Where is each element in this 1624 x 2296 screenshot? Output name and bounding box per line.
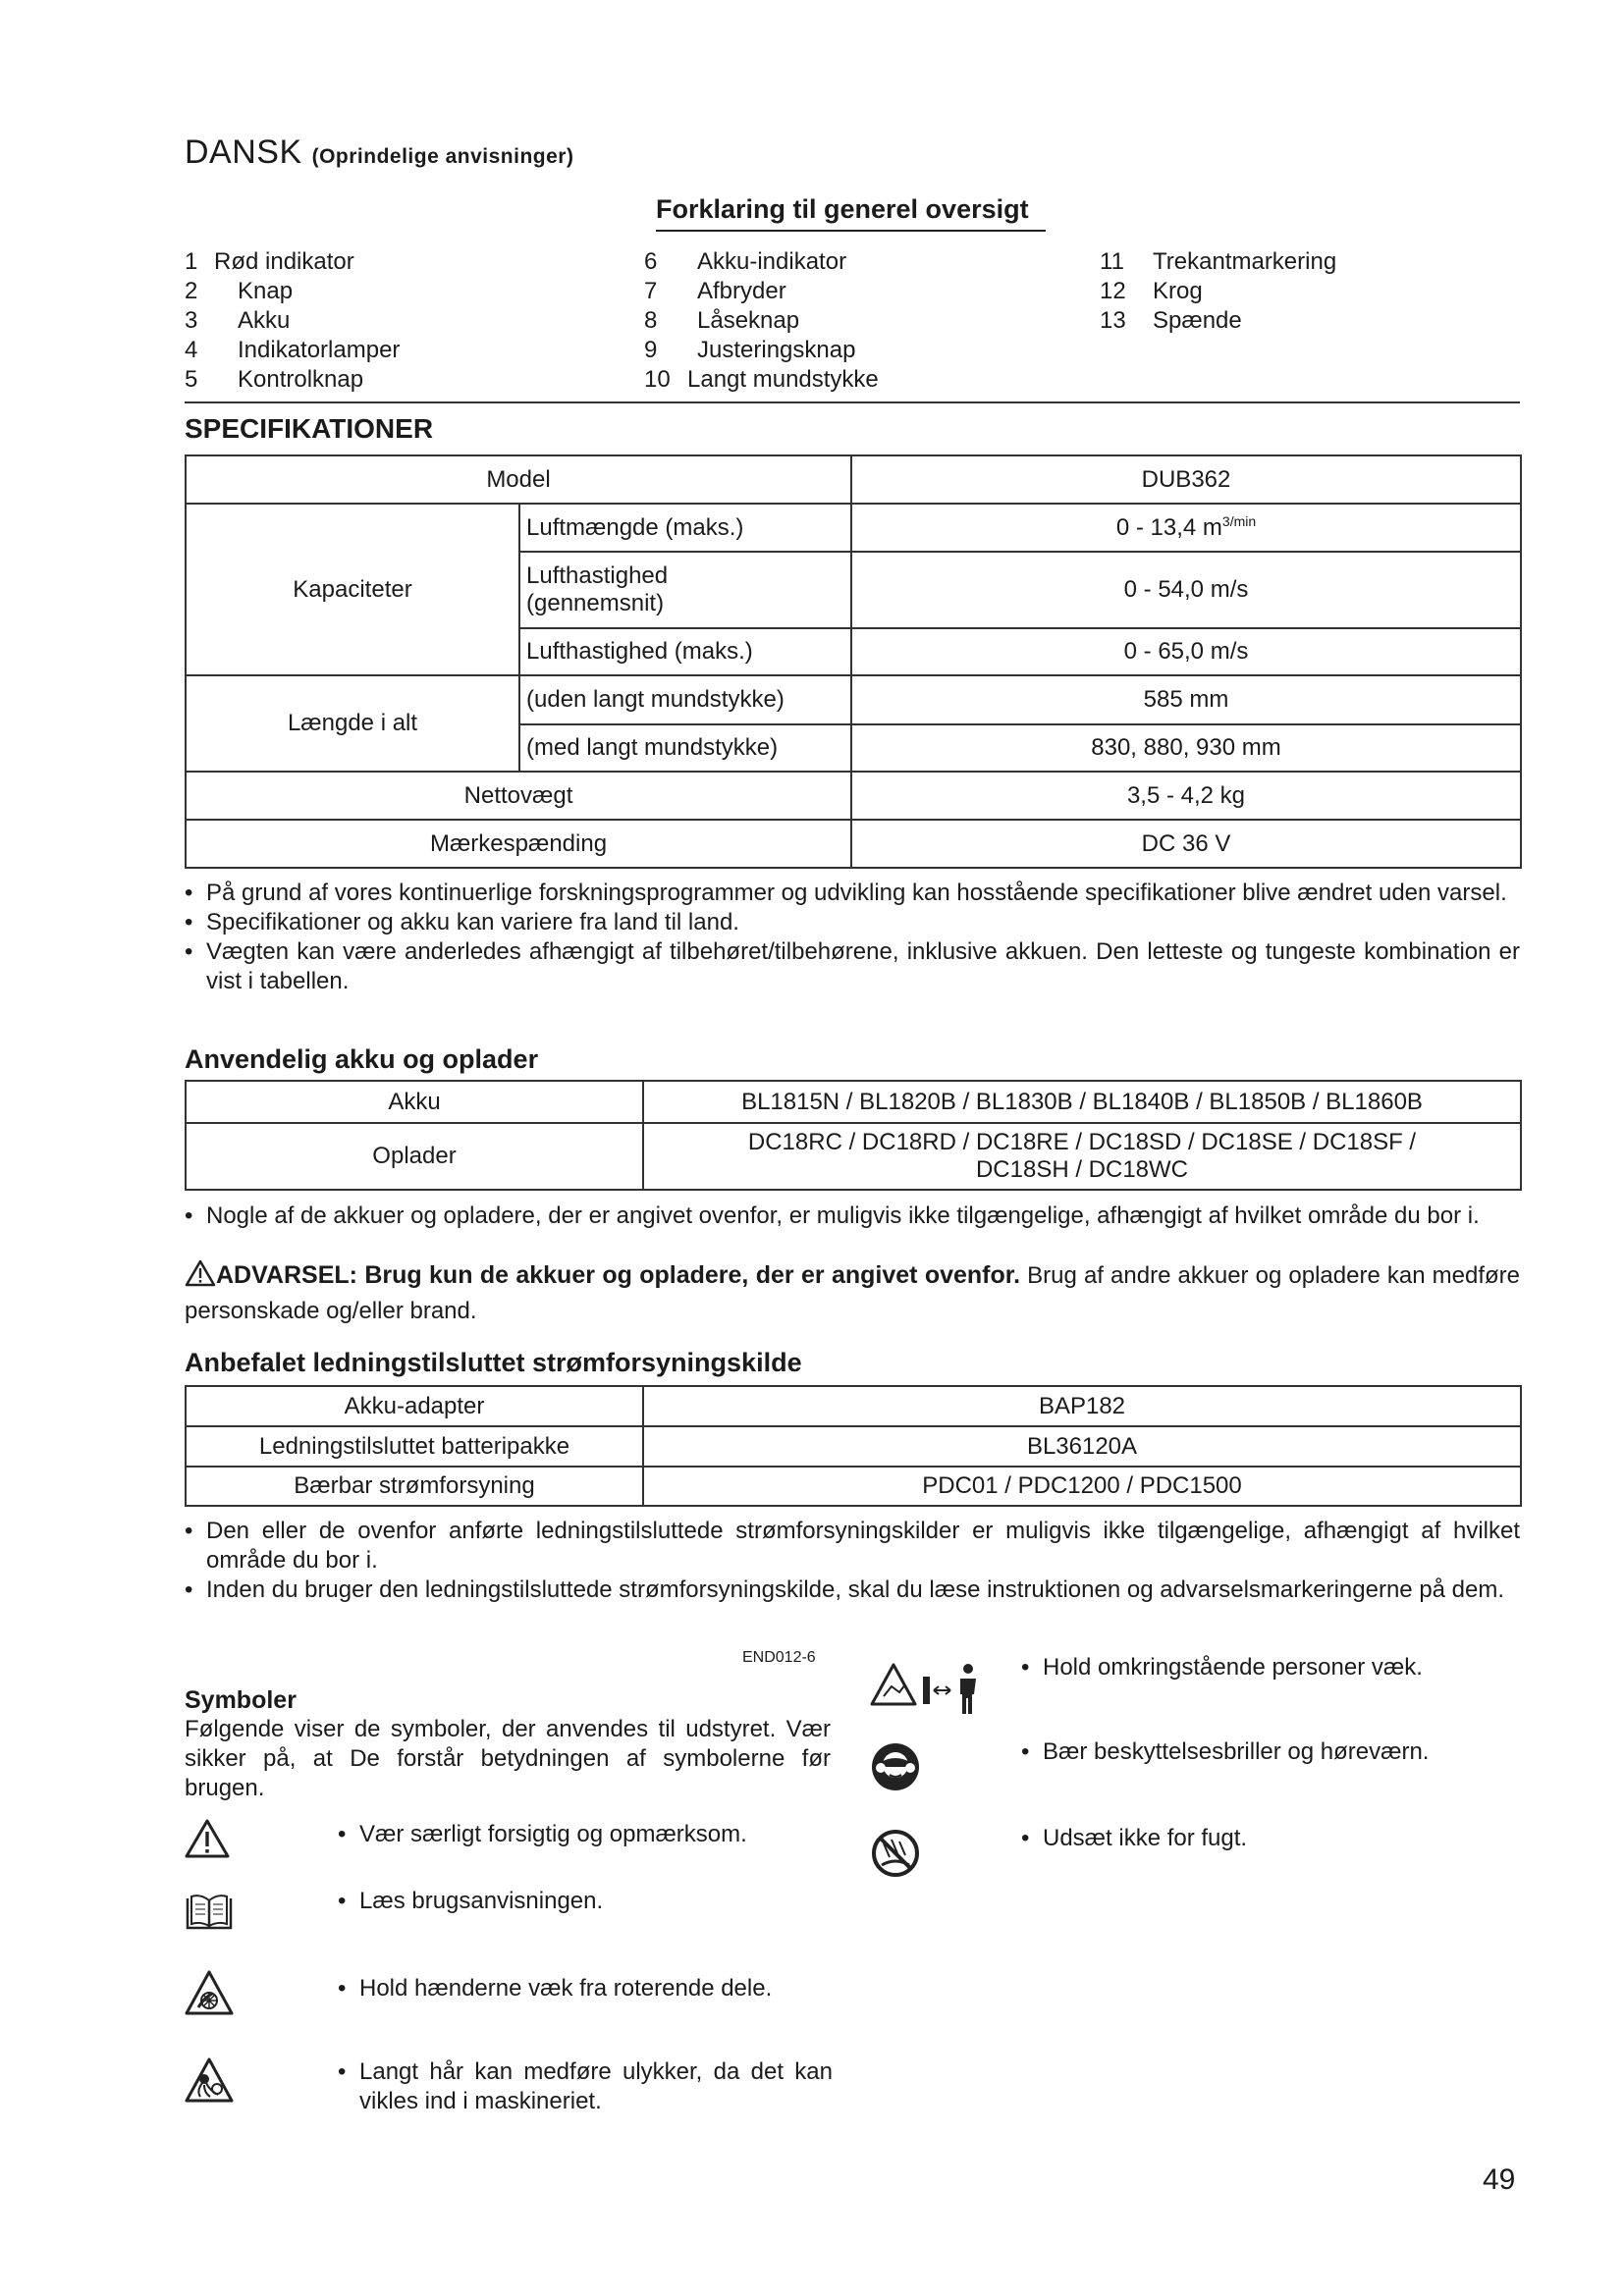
length-without-label: (uden langt mundstykke) <box>519 675 851 724</box>
rotating-parts-warning-icon <box>185 1970 234 2020</box>
list-item: 10 Langt mundstykke <box>644 366 879 393</box>
warning-triangle-icon <box>185 1819 230 1863</box>
language-subtitle: (Oprindelige anvisninger) <box>311 145 574 168</box>
table-row <box>186 1386 1521 1426</box>
eye-ear-protection-icon <box>870 1741 921 1797</box>
keep-bystanders-away-icon <box>870 1659 994 1727</box>
list-item: 11 Trekantmarkering <box>1100 248 1337 275</box>
charger-value-cell <box>643 1123 1521 1190</box>
list-item: 2 Knap <box>185 278 294 304</box>
airspeed-avg-label-line1: Lufthastighed <box>526 562 669 589</box>
charger-label: Oplader <box>186 1123 643 1190</box>
overview-title: Forklaring til generel oversigt <box>656 194 1029 224</box>
table-row <box>186 1426 1521 1467</box>
table-row <box>186 455 1521 504</box>
symbol-item-manual: • Læs brugsanvisningen. <box>338 1887 829 1916</box>
battery-section-title: Anvendelig akku og oplader <box>185 1044 539 1074</box>
weight-label: Nettovægt <box>186 772 851 820</box>
adapter-label: Akku-adapter <box>186 1386 643 1426</box>
pack-label: Ledningstilsluttet batteripakke <box>186 1426 643 1467</box>
specifications-table <box>185 454 1522 869</box>
symbols-title: Symboler <box>185 1686 297 1714</box>
page-number: 49 <box>1483 2163 1516 2196</box>
airspeed-avg-value: 0 - 54,0 m/s <box>851 552 1521 628</box>
table-row <box>186 772 1521 820</box>
symbol-item-protection: • Bær beskyttelsesbriller og høreværn. <box>1021 1737 1520 1767</box>
charger-value-line1: DC18RC / DC18RD / DC18RE / DC18SD / DC18SE / DC18SF / <box>747 1129 1417 1155</box>
symbol-item-rotating-parts: • Hold hænderne væk fra roterende dele. <box>338 1974 829 2003</box>
akku-value: BL1815N / BL1820B / BL1830B / BL1840B / BL1850B / BL1860B <box>643 1081 1521 1123</box>
list-item: 8 Låseknap <box>644 307 800 334</box>
symbol-item-moisture: • Udsæt ikke for fugt. <box>1021 1824 1520 1853</box>
specs-notes <box>185 879 1520 996</box>
length-with-value: 830, 880, 930 mm <box>851 724 1521 772</box>
overview-title-underline <box>656 230 1046 232</box>
airflow-label: Luftmængde (maks.) <box>519 504 851 552</box>
document-language-header <box>185 133 573 177</box>
capacity-label: Kapaciteter <box>186 504 519 675</box>
list-item: 7 Afbryder <box>644 278 786 304</box>
manual-book-icon <box>185 1893 234 1937</box>
document-code: END012-6 <box>742 1649 816 1666</box>
adapter-value: BAP182 <box>643 1386 1521 1426</box>
long-hair-warning-icon <box>185 2057 234 2108</box>
list-item: • Specifikationer og akku kan variere fra land til land. <box>185 908 1520 937</box>
overview-list-col3 <box>1100 247 1336 336</box>
model-label: Model <box>186 455 851 504</box>
length-with-label: (med langt mundstykke) <box>519 724 851 772</box>
overview-list-col2 <box>644 247 879 395</box>
voltage-value: DC 36 V <box>851 820 1521 868</box>
airflow-unit: 3/min <box>1221 513 1257 529</box>
list-item: 1 Rød indikator <box>185 248 354 275</box>
table-row <box>186 1123 1521 1190</box>
no-moisture-icon <box>870 1828 921 1884</box>
length-without-value: 585 mm <box>851 675 1521 724</box>
list-item: • Vægten kan være anderledes afhængigt af tilbehøret/tilbehørene, inklusive akkuen. Den letteste og tungeste kombination er vist i tabellen. <box>185 937 1520 996</box>
table-row <box>186 504 1521 552</box>
voltage-label: Mærkespænding <box>186 820 851 868</box>
length-label: Længde i alt <box>186 675 519 772</box>
power-table <box>185 1385 1522 1507</box>
list-item: 13 Spænde <box>1100 307 1242 334</box>
battery-table <box>185 1080 1522 1191</box>
list-item: 9 Justeringsknap <box>644 337 856 363</box>
symbols-intro: Følgende viser de symboler, der anvendes til udstyret. Vær sikker på, at De forstår betydningen af symbolerne før brugen. <box>185 1716 831 1801</box>
section-divider <box>185 401 1520 403</box>
overview-list-col1 <box>185 247 400 395</box>
power-section-title: Anbefalet ledningstilsluttet strømforsyningskilde <box>185 1348 802 1377</box>
specifications-title: SPECIFIKATIONER <box>185 413 434 444</box>
power-notes <box>185 1517 1520 1605</box>
table-row <box>186 1467 1521 1506</box>
airspeed-avg-label-line2: (gennemsnit) <box>526 590 665 616</box>
list-item: • Nogle af de akkuer og opladere, der er angivet ovenfor, er muligvis ikke tilgængelige, afhængigt af hvilket område du bor i. <box>185 1201 1520 1231</box>
model-value: DUB362 <box>851 455 1521 504</box>
portable-label: Bærbar strømforsyning <box>186 1467 643 1506</box>
symbol-item-caution: • Vær særligt forsigtig og opmærksom. <box>338 1820 829 1849</box>
symbol-item-long-hair: • Langt hår kan medføre ulykker, da det kan vikles ind i maskineriet. <box>338 2057 833 2116</box>
airspeed-max-label: Lufthastighed (maks.) <box>519 628 851 675</box>
language-label: DANSK <box>185 133 302 171</box>
list-item: 5 Kontrolknap <box>185 366 364 393</box>
list-item: • Inden du bruger den ledningstilsluttede strømforsyningskilde, skal du læse instruktionen og advarselsmarkeringerne på dem. <box>185 1575 1520 1605</box>
portable-value: PDC01 / PDC1200 / PDC1500 <box>643 1467 1521 1506</box>
battery-notes <box>185 1201 1520 1231</box>
warning-text: Brug af andre akkuer og opladere kan medføre personskade og/eller brand. <box>185 1262 1520 1324</box>
weight-value: 3,5 - 4,2 kg <box>851 772 1521 820</box>
list-item: 4 Indikatorlamper <box>185 337 401 363</box>
charger-value-line2: DC18SH / DC18WC <box>975 1156 1189 1183</box>
table-row <box>186 675 1521 724</box>
airflow-value-cell <box>851 504 1521 552</box>
airspeed-avg-label-cell <box>519 552 851 628</box>
symbol-item-bystanders: • Hold omkringstående personer væk. <box>1021 1653 1520 1682</box>
list-item: • Den eller de ovenfor anførte ledningstilsluttede strømforsyningskilder er muligvis ikke tilgængelige, afhængigt af hvilket område du bor i. <box>185 1517 1520 1575</box>
table-row <box>186 820 1521 868</box>
warning-bold-text: ADVARSEL: Brug kun de akkuer og opladere, der er angivet ovenfor. <box>216 1261 1021 1289</box>
akku-label: Akku <box>186 1081 643 1123</box>
list-item: 12 Krog <box>1100 278 1203 304</box>
list-item: 6 Akku-indikator <box>644 248 847 275</box>
table-row <box>186 1081 1521 1123</box>
battery-warning <box>185 1259 1520 1327</box>
list-item: • På grund af vores kontinuerlige forskningsprogrammer og udvikling kan hosstående specifikationer blive ændret uden varsel. <box>185 879 1520 908</box>
warning-triangle-icon <box>185 1259 216 1296</box>
list-item: 3 Akku <box>185 307 291 334</box>
airflow-value: 0 - 13,4 m <box>1115 514 1222 541</box>
airspeed-max-value: 0 - 65,0 m/s <box>851 628 1521 675</box>
pack-value: BL36120A <box>643 1426 1521 1467</box>
